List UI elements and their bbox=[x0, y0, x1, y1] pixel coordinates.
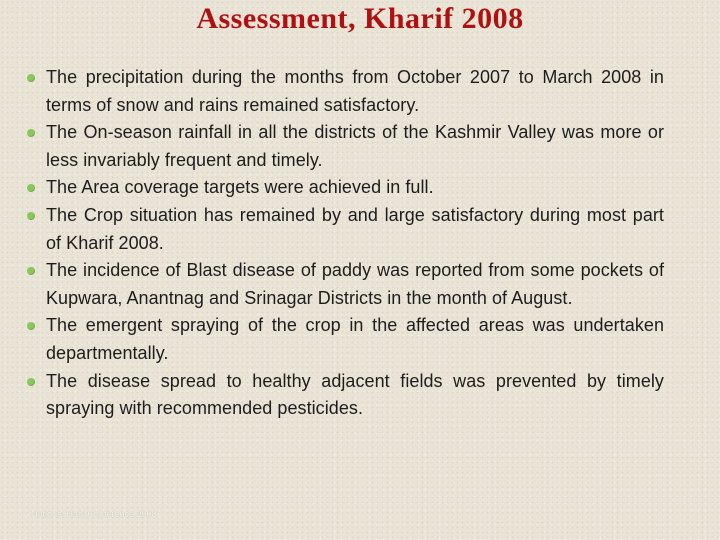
bullet-text: The incidence of Blast disease of paddy was reported from some pockets of Kupwara, Anantnag and Srinagar Districts in the month of August. bbox=[46, 260, 664, 308]
bullet-item bbox=[46, 64, 664, 119]
bullet-text: The Area coverage targets were achieved in full. bbox=[46, 177, 434, 198]
bullet-item bbox=[46, 202, 664, 257]
bullet-item bbox=[46, 312, 664, 367]
bullet-list bbox=[0, 64, 720, 423]
bullet-text: The disease spread to healthy adjacent fields was prevented by timely spraying with recommended pesticides. bbox=[46, 370, 664, 419]
bullet-dot-icon bbox=[27, 129, 35, 137]
bullet-dot-icon bbox=[27, 378, 35, 386]
bullet-text: The Crop situation has remained by and large satisfactory during most part of Kharif 2008. bbox=[46, 204, 664, 253]
bullet-text: The On-season rainfall in all the districts of the Kashmir Valley was more or less invariably frequent and timely. bbox=[46, 122, 664, 170]
bullet-item bbox=[46, 257, 664, 312]
bullet-item bbox=[46, 119, 664, 174]
bullet-item bbox=[46, 174, 664, 202]
bullet-text: The precipitation during the months from October 2007 to March 2008 in terms of snow and rains remained satisfactory. bbox=[46, 67, 664, 115]
bullet-dot-icon bbox=[27, 184, 35, 192]
bullet-dot-icon bbox=[27, 74, 35, 82]
bullet-dot-icon bbox=[27, 322, 35, 330]
bullet-item bbox=[46, 368, 664, 423]
slide-title: Assessment, Kharif 2008 bbox=[196, 2, 524, 35]
bullet-dot-icon bbox=[27, 267, 35, 275]
slide-footer: National Rabi Conference 2008 bbox=[31, 509, 157, 519]
bullet-dot-icon bbox=[27, 212, 35, 220]
bullet-text: The emergent spraying of the crop in the affected areas was undertaken departmentally. bbox=[46, 315, 664, 363]
